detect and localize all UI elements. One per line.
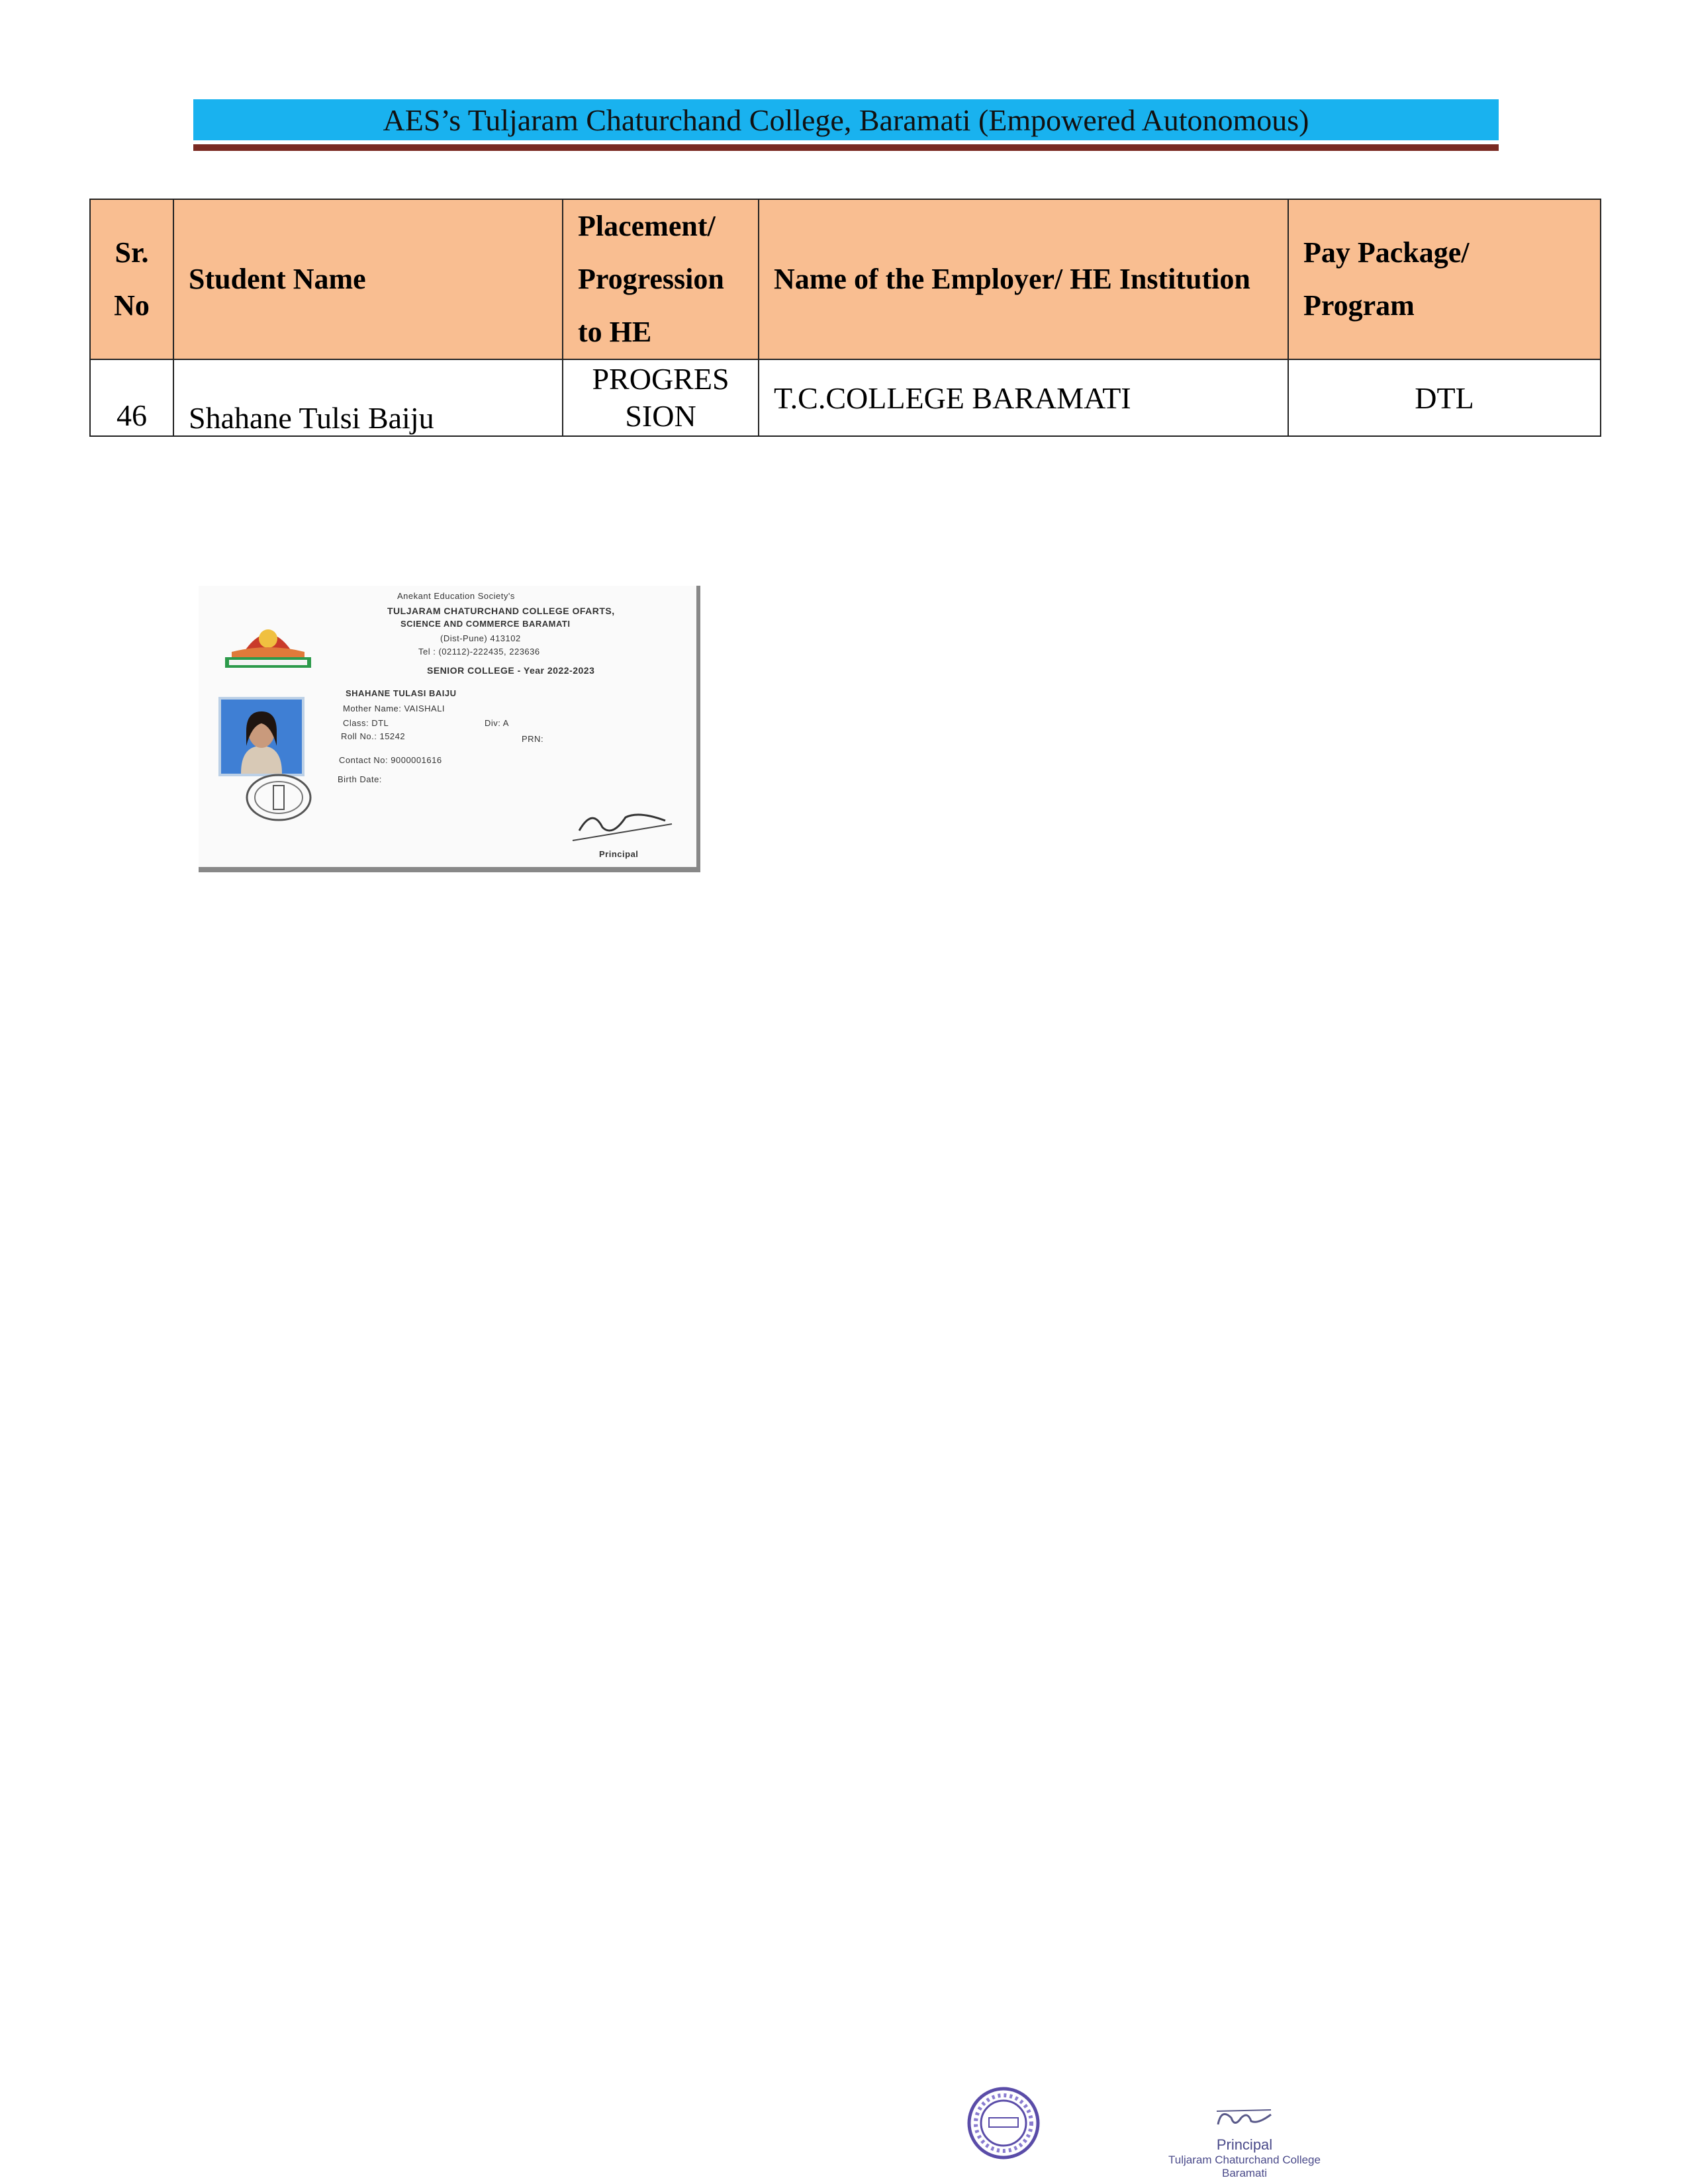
header-rule: [193, 144, 1499, 151]
placement-line1: PROGRES: [592, 362, 729, 396]
header-placement-line1: Placement/: [578, 210, 716, 242]
id-student-name: SHAHANE TULASI BAIJU: [346, 688, 457, 698]
id-prn: PRN:: [522, 734, 544, 744]
id-roll: Roll No.: 15242: [341, 731, 406, 741]
cell-pay-package: DTL: [1288, 359, 1601, 436]
header-sr-no-line1: Sr.: [115, 236, 149, 269]
principal-college: Tuljaram Chaturchand College: [1168, 2154, 1321, 2166]
id-mother-name: Mother Name: VAISHALI: [343, 704, 445, 713]
id-society: Anekant Education Society's: [397, 591, 515, 601]
id-phone: Tel : (02112)-222435, 223636: [418, 647, 540, 657]
id-contact: Contact No: 9000001616: [339, 755, 442, 765]
student-id-card: [199, 586, 700, 872]
principal-city: Baramati: [1221, 2167, 1268, 2179]
placement-table: [89, 199, 1601, 437]
header-sr-no-line2: No: [114, 289, 150, 322]
header-employer: Name of the Employer/ HE Institution: [759, 199, 1288, 359]
id-year: SENIOR COLLEGE - Year 2022-2023: [427, 665, 595, 676]
cell-sr-no: [90, 359, 173, 436]
header-pay-line2: Program: [1303, 289, 1415, 322]
college-stamp-icon: [964, 2083, 1043, 2163]
cell-placement: [563, 359, 759, 436]
college-logo-icon: [218, 617, 318, 669]
page-header-band: [193, 99, 1499, 140]
id-birth-date: Birth Date:: [338, 774, 382, 784]
principal-signature-mark-icon: [1211, 2105, 1278, 2138]
id-div: Div: A: [485, 718, 509, 728]
cell-student-name: Shahane Tulsi Baiju: [173, 359, 563, 436]
header-pay-line1: Pay Package/: [1303, 236, 1470, 269]
college-title: AES’s Tuljaram Chaturchand College, Baramati (Empowered Autonomous): [383, 103, 1309, 137]
placement-line2: SION: [625, 399, 696, 433]
id-address: (Dist-Pune) 413102: [440, 633, 521, 643]
sr-no-value: 46: [117, 398, 147, 432]
table-header-row: [90, 199, 1601, 359]
cell-employer: T.C.COLLEGE BARAMATI: [759, 359, 1288, 436]
id-principal-label: Principal: [599, 849, 639, 859]
header-student-name: Student Name: [173, 199, 563, 359]
table-row: [90, 359, 1601, 436]
student-photo-icon: [218, 697, 305, 776]
header-placement-line2: Progression: [578, 263, 724, 295]
header-placement-line3: to HE: [578, 316, 652, 348]
id-college-line2: SCIENCE AND COMMERCE BARAMATI: [400, 619, 571, 629]
principal-signature-icon: [566, 801, 679, 847]
header-pay-package: [1288, 199, 1601, 359]
header-placement: [563, 199, 759, 359]
id-college-line1: TULJARAM CHATURCHAND COLLEGE OFARTS,: [387, 606, 615, 616]
header-sr-no: [90, 199, 173, 359]
id-class: Class: DTL: [343, 718, 389, 728]
college-seal-icon: [242, 771, 315, 824]
principal-title: Principal: [1216, 2136, 1273, 2153]
